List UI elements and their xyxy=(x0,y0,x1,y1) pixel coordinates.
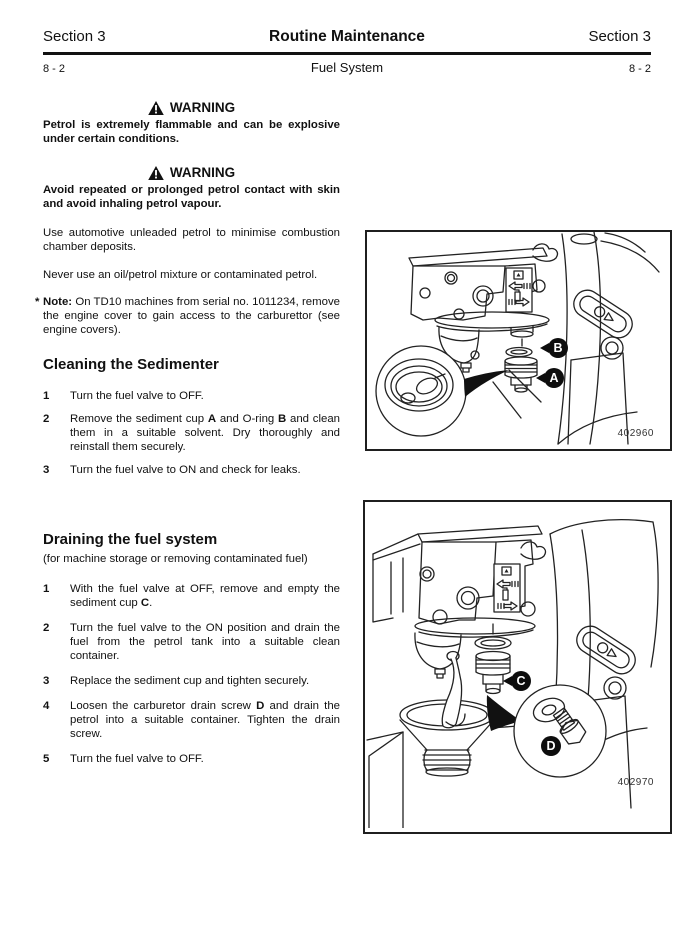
figure-number: 402960 xyxy=(617,428,654,439)
text-segment: and drain the petrol into a suitable container. Tighten the drain screw. xyxy=(70,700,341,740)
body-paragraph: Never use an oil/petrol mixture or contaminated petrol. xyxy=(43,269,318,281)
callout-A: A xyxy=(544,368,564,388)
warning-title: WARNING xyxy=(169,165,236,180)
page-subtitle: Fuel System xyxy=(310,60,384,75)
step-item xyxy=(43,582,340,610)
text-segment: C xyxy=(140,597,150,609)
step-number: 2 xyxy=(43,413,50,425)
callout-C: C xyxy=(511,671,531,691)
step-number: 3 xyxy=(43,675,50,687)
draining-steps xyxy=(43,582,340,766)
text-segment: A xyxy=(207,413,217,425)
header-rule xyxy=(43,52,651,55)
text-segment: Replace the sediment cup and tighten securely. xyxy=(70,675,310,687)
step-number: 3 xyxy=(43,464,50,476)
step-item xyxy=(43,674,340,688)
page-title: Routine Maintenance xyxy=(269,28,425,45)
figure-number: 402970 xyxy=(617,777,654,788)
warning-icon xyxy=(148,166,164,180)
step-number: 5 xyxy=(43,753,50,765)
step-number: 4 xyxy=(43,700,50,712)
step-item xyxy=(43,412,340,454)
warning-block xyxy=(43,166,340,211)
header-section-left: Section 3 xyxy=(43,28,106,45)
text-segment: With the fuel valve at OFF, remove and empty the sediment cup xyxy=(70,583,340,609)
text-segment: B xyxy=(278,413,287,425)
step-item xyxy=(43,463,340,477)
warning-text: Avoid repeated or prolonged petrol contact with skin and avoid inhaling petrol vapour. xyxy=(43,184,340,210)
text-segment: . xyxy=(149,597,153,609)
step-number: 2 xyxy=(43,622,50,634)
warning-text: Petrol is extremely flammable and can be explosive under certain conditions. xyxy=(43,119,340,145)
text-segment: Remove the sediment cup xyxy=(70,413,208,425)
cleaning-steps xyxy=(43,389,340,477)
figure-fuel-draining xyxy=(363,500,672,834)
step-text xyxy=(70,752,340,766)
text-segment: On TD10 machines from serial no. 1011234, remove the engine cover to gain access to the carburettor (see engine covers). xyxy=(43,296,340,336)
section-heading-draining: Draining the fuel system xyxy=(43,531,218,548)
figure-sedimenter-cleaning xyxy=(365,230,672,451)
step-text xyxy=(70,463,340,477)
section-heading-cleaning: Cleaning the Sedimenter xyxy=(43,356,219,373)
page-number-left: 8 - 2 xyxy=(43,63,66,75)
note xyxy=(35,295,340,337)
callout-B: B xyxy=(548,338,568,358)
warning-title: WARNING xyxy=(169,100,236,115)
text-segment: Turn the fuel valve to OFF. xyxy=(70,390,204,402)
carburettor-sedimenter-drawing xyxy=(367,232,666,445)
text-segment: and O-ring xyxy=(216,413,279,425)
step-text xyxy=(70,389,340,403)
callout-D: D xyxy=(541,736,561,756)
step-text xyxy=(70,582,340,610)
warning-icon xyxy=(148,101,164,115)
header-section-right: Section 3 xyxy=(588,28,651,45)
text-segment: Turn the fuel valve to OFF. xyxy=(70,753,204,765)
step-text xyxy=(70,699,340,741)
step-text xyxy=(70,621,340,663)
section-subheading: (for machine storage or removing contaminated fuel) xyxy=(43,553,308,565)
text-segment: Turn the fuel valve to ON and check for leaks. xyxy=(70,464,301,476)
step-item xyxy=(43,752,340,766)
page-number-right: 8 - 2 xyxy=(628,63,651,75)
step-item xyxy=(43,621,340,663)
step-number: 1 xyxy=(43,583,50,595)
text-segment: Turn the fuel valve to the ON position and drain the fuel from the petrol tank into a suitable clean container. xyxy=(70,622,340,662)
text-column-bottom xyxy=(43,531,340,777)
text-segment: D xyxy=(256,700,265,712)
warning-block xyxy=(43,101,340,146)
text-segment: and clean them in a suitable solvent. Dry thoroughly and reinstall them securely. xyxy=(70,413,340,453)
step-item xyxy=(43,699,340,741)
step-text xyxy=(70,412,340,454)
body-paragraph: Use automotive unleaded petrol to minimise combustion chamber deposits. xyxy=(43,227,340,253)
text-segment: Loosen the carburetor drain screw xyxy=(70,700,257,712)
step-text xyxy=(70,674,340,688)
note-marker: * xyxy=(35,296,40,308)
text-column-top xyxy=(35,100,340,486)
text-segment: Note: xyxy=(43,296,73,308)
page-header xyxy=(43,28,651,75)
step-number: 1 xyxy=(43,390,50,402)
note-text xyxy=(43,296,340,336)
step-item xyxy=(43,389,340,403)
